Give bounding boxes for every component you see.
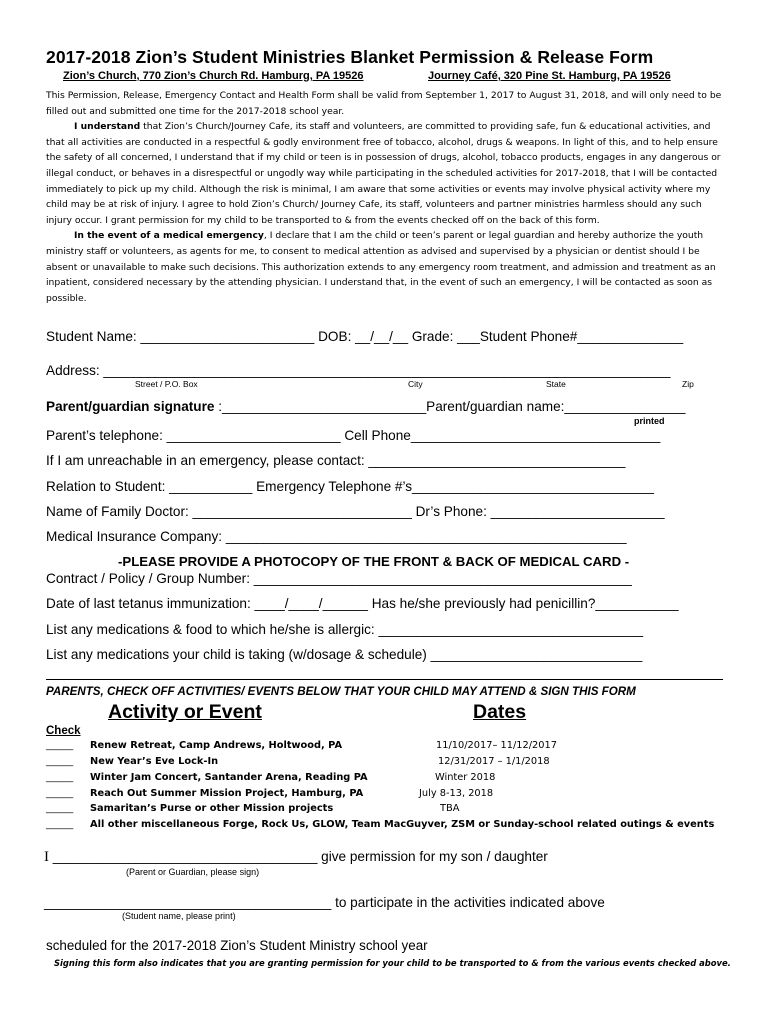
medications-line[interactable]: List any medications your child is taking (w/dosage & schedule) ____________________________ — [46, 647, 643, 662]
address-state-hint: State — [546, 379, 566, 389]
church-address: Zion’s Church, 770 Zion’s Church Rd. Hamburg, PA 19526 — [63, 70, 364, 82]
intro-text — [46, 88, 726, 306]
cafe-address: Journey Café, 320 Pine St. Hamburg, PA 19526 — [428, 70, 671, 82]
allergies-line[interactable]: List any medications & food to which he/she is allergic: ___________________________________ — [46, 622, 644, 637]
activity-column-header: Activity or Event — [108, 701, 262, 723]
address-line[interactable]: Address: ___________________________________________________________________________ — [46, 363, 671, 378]
activity-name: Renew Retreat, Camp Andrews, Holtwood, PA — [90, 740, 343, 751]
activity-date: July 8-13, 2018 — [419, 788, 494, 799]
student-info-line[interactable]: Student Name: _______________________ DOB: __/__/__ Grade: ___Student Phone#______________ — [46, 329, 684, 344]
activity-date: Winter 2018 — [435, 772, 496, 783]
activity-row — [46, 740, 746, 756]
activity-name: Samaritan’s Purse or other Mission projects — [90, 803, 334, 814]
relation-line[interactable]: Relation to Student: ___________ Emergency Telephone #’s________________________________ — [46, 479, 654, 494]
school-year-statement: scheduled for the 2017-2018 Zion’s Student Ministry school year — [46, 938, 428, 953]
printed-hint: printed — [634, 416, 665, 426]
activity-date: 12/31/2017 – 1/1/2018 — [438, 756, 550, 767]
student-print-hint: (Student name, please print) — [122, 911, 236, 921]
activity-date: 11/10/2017– 11/12/2017 — [436, 740, 557, 751]
activity-checkbox[interactable]: _____ — [46, 788, 74, 799]
insurance-line[interactable]: Medical Insurance Company: _____________________________________________________ — [46, 529, 627, 544]
form-title: 2017-2018 Zion’s Student Ministries Blanket Permission & Release Form — [46, 47, 654, 67]
section-divider — [46, 679, 723, 680]
pronoun-i: I — [44, 849, 49, 865]
student-participate-line[interactable]: ______________________________________ to participate in the activities indicated above — [44, 895, 605, 910]
activity-checkbox[interactable]: _____ — [46, 756, 74, 767]
emergency-contact-line[interactable]: If I am unreachable in an emergency, please contact: __________________________________ — [46, 453, 626, 468]
photocopy-notice: -PLEASE PROVIDE A PHOTOCOPY OF THE FRONT & BACK OF MEDICAL CARD - — [118, 554, 630, 569]
guardian-sign-hint: (Parent or Guardian, please sign) — [126, 867, 260, 877]
guardian-permission-line[interactable] — [44, 849, 548, 866]
activity-name: New Year’s Eve Lock-In — [90, 756, 219, 767]
validity-paragraph: This Permission, Release, Emergency Contact and Health Form shall be valid from September 1, 2017 to August 31, 2018, and will only need to be filled out and submitted one time for the 2017-2018 school year. — [46, 90, 722, 117]
activity-row — [46, 756, 746, 772]
activity-row — [46, 772, 746, 788]
guardian-signature-field[interactable]: ___________________________________ give permission for my son / daughter — [49, 849, 548, 864]
activity-checkbox[interactable]: _____ — [46, 740, 74, 751]
policy-number-line[interactable]: Contract / Policy / Group Number: __________________________________________________ — [46, 571, 632, 586]
parent-signature-label: Parent/guardian signature — [46, 399, 215, 414]
medical-emergency-lead: In the event of a medical emergency — [74, 230, 264, 242]
activity-name: Reach Out Summer Mission Project, Hamburg, PA — [90, 788, 364, 799]
activity-name: All other miscellaneous Forge, Rock Us, GLOW, Team MacGuyver, ZSM or Sunday-school related outings & events — [90, 819, 715, 830]
activity-name: Winter Jam Concert, Santander Arena, Reading PA — [90, 772, 368, 783]
medical-emergency-body: , I declare that I am the child or teen’s parent or legal guardian and hereby authorize the youth ministry staff or volunteers, as agents for me, to consent to medical attention as advised and supervised by a physician or dentist should I be absent or unavailable to make such decisions. This authorization extends to any emergency room treatment, and admission and treatment as an inpatient, considered necessary by the attending physician. I understand that, in the event of such an emergency, I will be contacted as soon as possible. — [46, 230, 716, 304]
activity-checkbox[interactable]: _____ — [46, 772, 74, 783]
activity-checkbox[interactable]: _____ — [46, 819, 74, 830]
activity-row — [46, 788, 746, 804]
parent-signature-line[interactable] — [46, 399, 685, 414]
understanding-paragraph — [46, 119, 726, 228]
transport-note: Signing this form also indicates that you are granting permission for your child to be transported to & from the various events checked above. — [54, 958, 731, 968]
activity-date: TBA — [440, 803, 460, 814]
parent-signature-field[interactable]: :___________________________Parent/guardian name:________________ — [214, 399, 686, 414]
family-doctor-line[interactable]: Name of Family Doctor: _____________________________ Dr’s Phone: _______________________ — [46, 504, 665, 519]
check-column-header: Check — [46, 725, 81, 737]
tetanus-line[interactable]: Date of last tetanus immunization: ____/____/______ Has he/she previously had penicillin?___________ — [46, 596, 679, 611]
address-city-hint: City — [408, 379, 423, 389]
understanding-lead: I understand — [74, 121, 141, 133]
understanding-body: that Zion’s Church/Journey Cafe, its staff and volunteers, are committed to providing safe, fun & educational activities, and that all activities are conducted in a respectful & godly environment free of tobacco, alcohol, drugs & weapons. In light of this, and to help ensure the safety of all concerned, I understand that if my child or teen is in possession of drugs, alcohol, tobacco products, engages in any dangerous or illegal conduct, or behaves in a disrespectful or ungodly way while participating in the scheduled activities for 2017-2018, that I will be contacted immediately to pick up my child. Although the risk is minimal, I am aware that some activities or events may involve physical activity where my child may be at risk of injury. I agree to hold Zion’s Church/ Journey Cafe, its staff, volunteers and partner ministries harmless should any such injury occur. I grant permission for my child to be transported to & from the events checked off on the back of this form. — [46, 121, 721, 226]
address-zip-hint: Zip — [682, 379, 694, 389]
parent-phone-line[interactable]: Parent’s telephone: _______________________ Cell Phone_________________________________ — [46, 428, 661, 443]
address-street-hint: Street / P.O. Box — [135, 379, 198, 389]
dates-column-header: Dates — [473, 701, 527, 723]
activity-row — [46, 803, 746, 819]
activity-checkbox[interactable]: _____ — [46, 803, 74, 814]
activities-instruction: PARENTS, CHECK OFF ACTIVITIES/ EVENTS BELOW THAT YOUR CHILD MAY ATTEND & SIGN THIS FORM — [46, 685, 636, 698]
activity-row — [46, 819, 746, 835]
medical-emergency-paragraph — [46, 228, 726, 306]
